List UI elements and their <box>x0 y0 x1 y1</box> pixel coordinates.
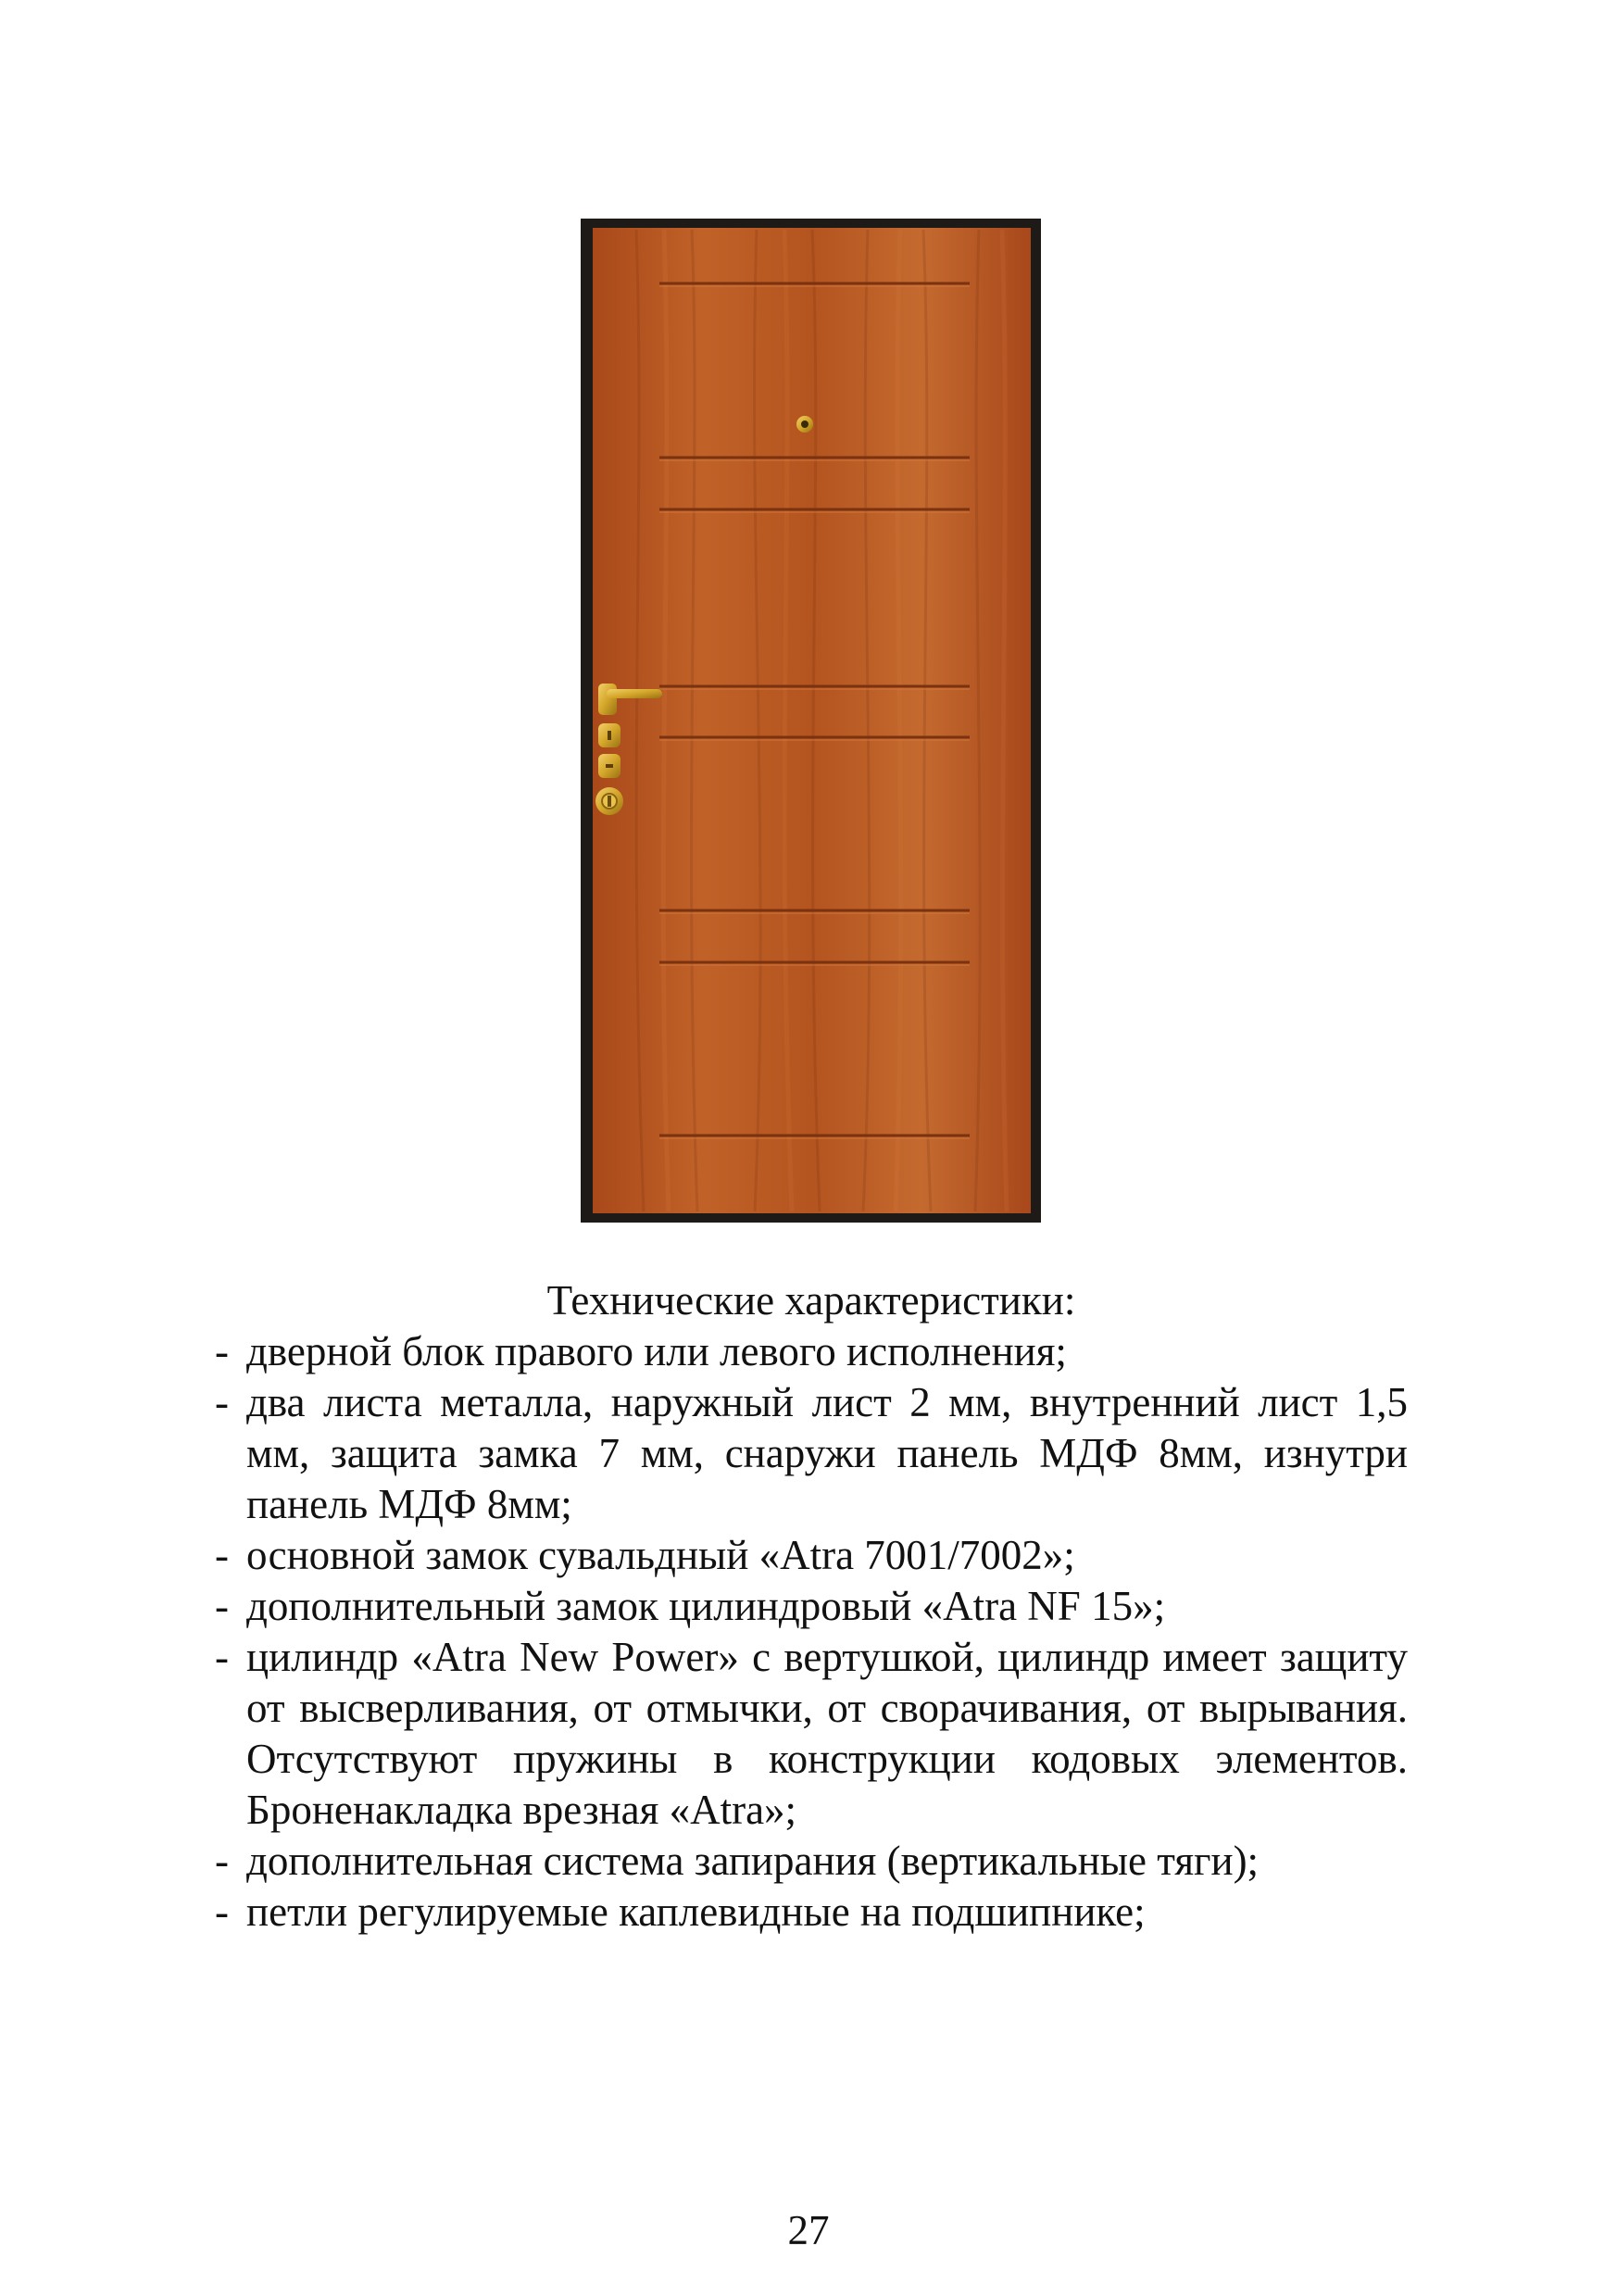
list-dash: - <box>215 1379 229 1425</box>
spec-text: дополнительная система запирания (вертикальные тяги); <box>246 1838 1260 1884</box>
list-dash: - <box>215 1328 229 1374</box>
spec-heading: Технические характеристики: <box>546 1277 1076 1324</box>
list-dash: - <box>215 1888 229 1935</box>
list-dash: - <box>215 1634 229 1680</box>
page-number: 27 <box>787 2207 830 2253</box>
list-item <box>215 1887 1408 1938</box>
list-item <box>215 1581 1408 1632</box>
list-item <box>215 1530 1408 1581</box>
door-photo <box>581 219 1041 1223</box>
door-illustration <box>581 219 1041 1223</box>
list-item <box>215 1326 1408 1377</box>
spec-text: дополнительный замок цилиндровый «Atra NF 15»; <box>246 1583 1166 1629</box>
technical-specifications <box>215 1274 1408 1938</box>
list-item <box>215 1377 1408 1530</box>
peephole <box>796 416 813 433</box>
list-dash: - <box>215 1838 229 1884</box>
spec-text: цилиндр «Atra New Power» с вертушкой, цилиндр имеет защиту от высверливания, от отмычки, от сворачивания, от вырывания. Отсутствуют пружины в конструкции кодовых элементов. Броненакладка врезная «Atra»; <box>246 1634 1408 1833</box>
spec-text: два листа металла, наружный лист 2 мм, внутренний лист 1,5 мм, защита замка 7 мм, снаружи панель МДФ 8мм, изнутри панель МДФ 8мм; <box>246 1379 1408 1527</box>
list-dash: - <box>215 1532 229 1578</box>
list-item <box>215 1632 1408 1836</box>
spec-text: дверной блок правого или левого исполнения; <box>246 1328 1067 1374</box>
spec-text: основной замок сувальдный «Atra 7001/7002»; <box>246 1532 1075 1578</box>
list-dash: - <box>215 1583 229 1629</box>
list-item <box>215 1836 1408 1887</box>
door-leaf <box>593 228 1031 1213</box>
cylinder-rosette <box>595 787 623 815</box>
spec-text: петли регулируемые каплевидные на подшипнике; <box>246 1888 1146 1935</box>
spec-list <box>215 1326 1408 1938</box>
